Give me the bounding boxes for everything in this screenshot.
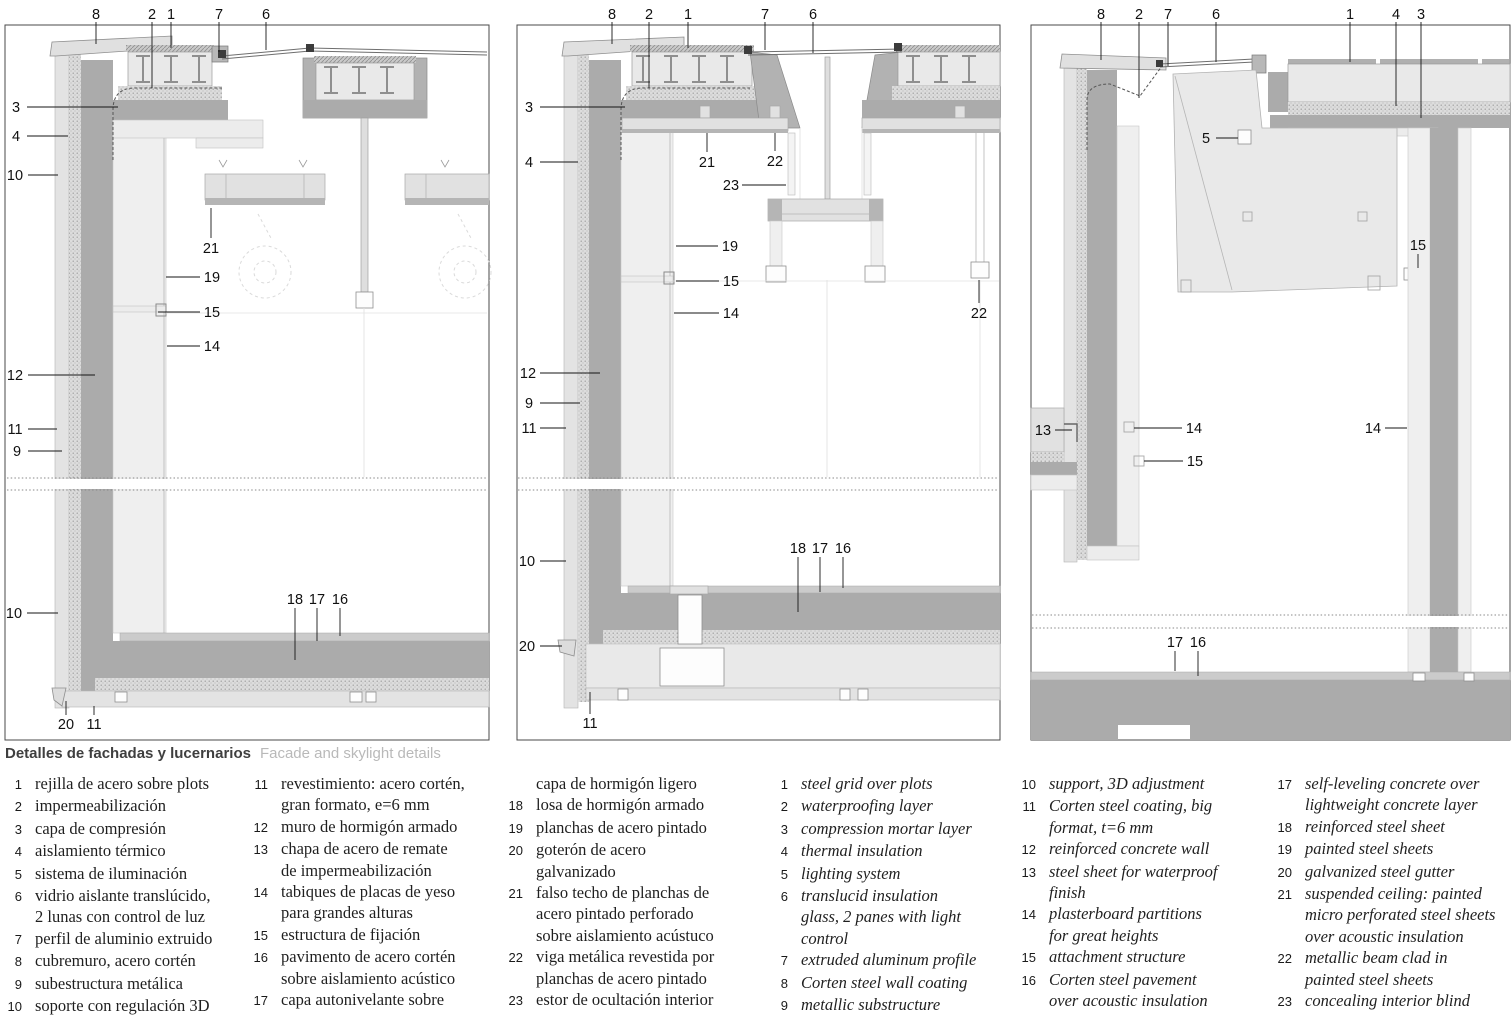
legend-entry-number: 22: [1277, 951, 1292, 967]
legend-entry-number: 10: [1021, 777, 1036, 792]
legend-entry-text: vidrio aislante translúcido, 2 lunas con control de luz: [35, 886, 211, 927]
legend-entry: [503, 989, 749, 1011]
legend-entry-text: capa de hormigón ligero: [536, 774, 697, 793]
legend-entry-text: losa de hormigón armado: [536, 795, 705, 815]
callout-label: 17: [811, 541, 829, 557]
callout-label: 15: [1409, 238, 1427, 254]
legend-entry-number: 22: [508, 950, 523, 966]
legend-entry-number: 23: [1277, 994, 1292, 1010]
legend-entry: [503, 882, 749, 946]
legend-entry-number: 17: [1277, 777, 1292, 792]
legend-entry: [768, 994, 1014, 1016]
legend-column-en-1: [768, 773, 1014, 1016]
legend-entry-text: goterón de acero galvanizado: [536, 840, 646, 881]
legend-entry: [1272, 838, 1512, 860]
legend-entry: [1016, 861, 1262, 904]
legend-entry-number: 3: [780, 821, 788, 837]
callout-label: 15: [722, 274, 740, 290]
legend-entry: [503, 817, 749, 839]
legend-entry: [1016, 795, 1262, 838]
floor-slab: [52, 633, 489, 707]
legend-entry-number: 8: [780, 975, 788, 991]
legend-entry-text: steel sheet for waterproof finish: [1049, 861, 1218, 903]
callout-label: 10: [5, 606, 23, 622]
legend-entry: [248, 881, 494, 924]
callout-label: 16: [834, 541, 852, 557]
lighting-fixture: [1238, 130, 1251, 144]
legend-entry-number: 5: [780, 866, 788, 882]
legend-entry-text: compression mortar layer: [801, 818, 972, 838]
legend-entry-text: suspended ceiling: painted micro perforated steel sheets over acoustic insulation: [1305, 884, 1496, 946]
callout-label: 12: [6, 368, 24, 384]
legend-entry-number: 18: [1277, 819, 1292, 835]
caption-en: Facade and skylight details: [259, 745, 441, 762]
legend-entry: [768, 863, 1014, 885]
legend-entry: [1016, 838, 1262, 860]
legend-entry: [248, 946, 494, 989]
callout-label: 8: [91, 7, 101, 23]
callout-label: 6: [1211, 7, 1221, 23]
legend-entry: [248, 816, 494, 838]
pedestal: [678, 595, 702, 644]
legend-entry-number: 13: [253, 842, 268, 858]
legend-entry: [768, 773, 1014, 795]
legend-entry: [1016, 773, 1262, 795]
wall-fixing-bracket: [113, 304, 487, 477]
legend-entry-number: 6: [14, 889, 22, 905]
break-line: [518, 478, 999, 490]
legend-entry-text: translucid insulation glass, 2 panes with light control: [801, 886, 961, 948]
legend-entry-number: 9: [14, 976, 22, 992]
legend-entry-text: cubremuro, acero cortén: [35, 951, 196, 971]
legend-entry: [248, 838, 494, 881]
legend-entry: [2, 995, 248, 1017]
callout-label: 14: [722, 306, 740, 322]
legend-entry-text: galvanized steel gutter: [1305, 861, 1455, 881]
callout-label: 21: [202, 241, 220, 257]
callout-label: 9: [12, 444, 22, 460]
callout-label: 13: [1034, 423, 1052, 439]
legend-entry-text: viga metálica revestida por planchas de acero pintado: [536, 947, 715, 988]
legend-entry-number: 11: [254, 777, 268, 792]
legend-column-en-3: [1272, 773, 1512, 1012]
callout-label: 7: [760, 7, 770, 23]
legend-entry-number: 14: [253, 885, 268, 901]
callout-label: 3: [11, 100, 21, 116]
legend-entry-text: Corten steel coating, big format, t=6 mm: [1049, 796, 1213, 837]
callout-label: 1: [166, 7, 176, 23]
callout-label: 14: [1185, 421, 1203, 437]
callout-label: 22: [766, 154, 784, 170]
legend-entry: [1016, 946, 1262, 968]
callout-label: 6: [261, 7, 271, 23]
legend-entry-number: 8: [14, 954, 22, 970]
legend-entry: [1272, 883, 1512, 947]
legend-entry-number: 1: [14, 777, 22, 792]
legend-entry: [2, 840, 248, 862]
callout-label: 4: [1391, 7, 1401, 23]
callout-label: 11: [582, 716, 598, 732]
legend-entry-number: 12: [253, 819, 268, 835]
legend-entry: [2, 795, 248, 817]
legend-entry-text: impermeabilización: [35, 796, 167, 816]
callout-label: 10: [518, 554, 536, 570]
detail-panel-1: [5, 7, 491, 740]
legend-entry: [248, 924, 494, 946]
legend-entry: [768, 949, 1014, 971]
legend-entry: [503, 794, 749, 816]
callout-label: 6: [808, 7, 818, 23]
callout-label: 7: [1163, 7, 1173, 23]
legend-entry-number: 2: [14, 799, 22, 815]
legend-entry-number: 16: [253, 950, 268, 966]
legend-entry-number: 17: [253, 993, 268, 1009]
legend-entry-number: 7: [780, 953, 788, 969]
caption: [5, 745, 441, 762]
legend-entry-text: subestructura metálica: [35, 973, 183, 993]
legend-entry: [768, 818, 1014, 840]
callout-label: 12: [519, 366, 537, 382]
legend-column-es-1: [2, 773, 248, 1017]
callout-label: 18: [789, 541, 807, 557]
legend-entry: [1272, 947, 1512, 990]
callout-label: 4: [524, 155, 534, 171]
legend-entry-text: Corten steel wall coating: [801, 972, 968, 992]
legend-entry: [2, 885, 248, 928]
callout-label: 2: [147, 7, 157, 23]
callout-label: 20: [57, 717, 75, 733]
detail-panel-3: [1031, 7, 1510, 740]
legend-entry-number: 19: [508, 820, 523, 836]
legend-entry-text: waterproofing layer: [801, 796, 933, 816]
legend-entry-number: 4: [780, 844, 788, 860]
callout-label: 7: [214, 7, 224, 23]
legend-entry-text: lighting system: [801, 863, 901, 883]
legend-column-es-2: [248, 773, 494, 1011]
legend-entry-number: 15: [1021, 950, 1036, 966]
legend-entry-number: 12: [1021, 842, 1036, 858]
legend-entry-text: reinforced steel sheet: [1305, 816, 1445, 836]
legend-column-en-2: [1016, 773, 1262, 1011]
legend-entry: [2, 773, 248, 795]
legend-entry-number: 9: [780, 998, 788, 1014]
legend-entry-number: 13: [1021, 864, 1036, 880]
callout-label: 20: [518, 639, 536, 655]
legend-entry-number: 6: [780, 889, 788, 905]
break-line: [6, 478, 488, 490]
legend-entry-text: estor de ocultación interior: [536, 990, 714, 1010]
legend-entry-text: self-leveling concrete over lightweight concrete layer: [1305, 774, 1480, 815]
callout-label: 17: [308, 592, 326, 608]
legend-entry-number: 15: [253, 927, 268, 943]
legend-entry-number: 20: [508, 843, 523, 859]
suspended-ceiling-boxes: [202, 160, 491, 298]
legend-entry: [503, 839, 749, 882]
callout-label: 10: [6, 168, 24, 184]
callout-label: 9: [524, 396, 534, 412]
legend-entry-number: 14: [1021, 907, 1036, 923]
legend-entry: [503, 946, 749, 989]
legend-entry-text: chapa de acero de remate de impermeabilización: [281, 839, 448, 880]
gutter: [558, 640, 576, 656]
callout-label: 14: [1364, 421, 1382, 437]
detail-panel-2: [517, 7, 1000, 740]
callout-label: 22: [970, 306, 988, 322]
legend-entry-number: 18: [508, 798, 523, 814]
legend-entry-number: 19: [1277, 842, 1292, 858]
legend-entry: [503, 773, 749, 794]
legend-entry-text: support, 3D adjustment: [1049, 774, 1205, 793]
legend-entry-text: revestimiento: acero cortén, gran formato, e=6 mm: [281, 774, 465, 815]
legend-entry: [248, 773, 494, 816]
legend-entry-text: attachment structure: [1049, 947, 1186, 967]
legend-entry-number: 7: [14, 931, 22, 947]
legend-column-es-3: [503, 773, 749, 1011]
legend-entry: [2, 950, 248, 972]
callout-label: 19: [203, 270, 221, 286]
caption-es: Detalles de fachadas y lucernarios: [5, 745, 251, 762]
callout-label: 3: [1416, 7, 1426, 23]
legend-entry-text: estructura de fijación: [281, 924, 421, 944]
legend-entry-text: capa autonivelante sobre: [281, 990, 445, 1010]
legend-entry-text: metallic beam clad in painted steel sheets: [1305, 948, 1448, 989]
floor-slab: [1031, 672, 1510, 740]
legend-entry: [768, 795, 1014, 817]
callout-label: 1: [1345, 7, 1355, 23]
callout-label: 1: [683, 7, 693, 23]
legend-entry-text: planchas de acero pintado: [536, 817, 707, 837]
wall-fixing-bracket: [621, 272, 999, 477]
legend-entry-text: rejilla de acero sobre plots: [35, 774, 210, 793]
glazing-fitting: [894, 43, 902, 51]
legend-entry: [2, 928, 248, 950]
callout-label: 16: [331, 592, 349, 608]
legend-entry-text: tabiques de placas de yeso para grandes alturas: [281, 882, 456, 923]
legend-entry-text: capa de compresión: [35, 818, 167, 838]
callout-label: 16: [1189, 635, 1207, 651]
callout-label: 11: [7, 422, 23, 438]
wall-cap: [1060, 54, 1166, 70]
legend-entry-number: 2: [780, 799, 788, 815]
legend-entry: [248, 989, 494, 1011]
callout-label: 11: [86, 717, 102, 733]
callout-label: 5: [1201, 131, 1211, 147]
legend-entry-text: soporte con regulación 3D: [35, 996, 210, 1016]
callout-label: 19: [721, 239, 739, 255]
legend-entry-number: 21: [1277, 887, 1292, 903]
legend-entry-number: 20: [1277, 864, 1292, 880]
callout-label: 8: [1096, 7, 1106, 23]
legend-entry: [2, 818, 248, 840]
legend-entry-text: painted steel sheets: [1305, 839, 1434, 859]
legend-entry-text: muro de hormigón armado: [281, 816, 458, 836]
legend-entry: [768, 972, 1014, 994]
callout-label: 21: [698, 155, 716, 171]
callout-label: 17: [1166, 635, 1184, 651]
legend-entry-text: sistema de iluminación: [35, 863, 188, 883]
legend-entry-text: steel grid over plots: [801, 774, 933, 793]
legend-entry-text: reinforced concrete wall: [1049, 839, 1210, 859]
glazing-fitting: [1156, 60, 1163, 67]
legend-entry-number: 4: [14, 844, 22, 860]
legend-entry-text: aislamiento térmico: [35, 841, 166, 861]
legend-entry-text: metallic substructure: [801, 995, 941, 1015]
clad-metallic-beam: [766, 132, 989, 282]
legend-entry: [1016, 903, 1262, 946]
callout-label: 8: [607, 7, 617, 23]
legend-entry: [1272, 773, 1512, 816]
legend-entry-number: 16: [1021, 972, 1036, 988]
legend-entry-text: pavimento de acero cortén sobre aislamiento acústico: [281, 947, 456, 988]
legend-entry: [1272, 861, 1512, 883]
legend-entry-number: 10: [7, 999, 22, 1015]
legend-entry: [768, 840, 1014, 862]
legend-entry-text: falso techo de planchas de acero pintado perforado sobre aislamiento acústuco: [536, 883, 714, 945]
legend-entry-number: 3: [14, 821, 22, 837]
legend-entry-number: 21: [508, 886, 523, 902]
legend-entry-number: 11: [1022, 799, 1036, 815]
glazing-fitting: [306, 44, 314, 52]
legend-entry-number: 23: [508, 993, 523, 1009]
legend-entry-text: thermal insulation: [801, 841, 923, 861]
callout-label: 15: [203, 305, 221, 321]
callout-label: 2: [644, 7, 654, 23]
legend-entry: [768, 885, 1014, 949]
legend-entry: [2, 973, 248, 995]
callout-label: 3: [524, 100, 534, 116]
callout-label: 23: [722, 178, 740, 194]
legend-entry-number: 5: [14, 866, 22, 882]
floor-slab: [558, 586, 1000, 700]
callout-label: 18: [286, 592, 304, 608]
legend-entry-text: perfil de aluminio extruido: [35, 928, 213, 948]
callout-label: 11: [521, 421, 537, 437]
legend-entry: [1272, 990, 1512, 1012]
legend-entry: [1016, 969, 1262, 1012]
glazing-fitting: [744, 46, 752, 54]
legend-entry-text: extruded aluminum profile: [801, 950, 977, 970]
callout-label: 15: [1186, 454, 1204, 470]
legend-entry-number: 1: [780, 777, 788, 792]
break-line: [1032, 615, 1509, 628]
callout-label: 14: [203, 339, 221, 355]
legend-entry-text: plasterboard partitions for great heights: [1049, 904, 1202, 945]
legend-entry: [1272, 816, 1512, 838]
legend-entry-text: concealing interior blind: [1305, 991, 1470, 1011]
legend-entry: [2, 863, 248, 885]
legend-entry-text: Corten steel pavement over acoustic insulation: [1049, 969, 1208, 1011]
callout-label: 4: [11, 129, 21, 145]
callout-label: 2: [1134, 7, 1144, 23]
